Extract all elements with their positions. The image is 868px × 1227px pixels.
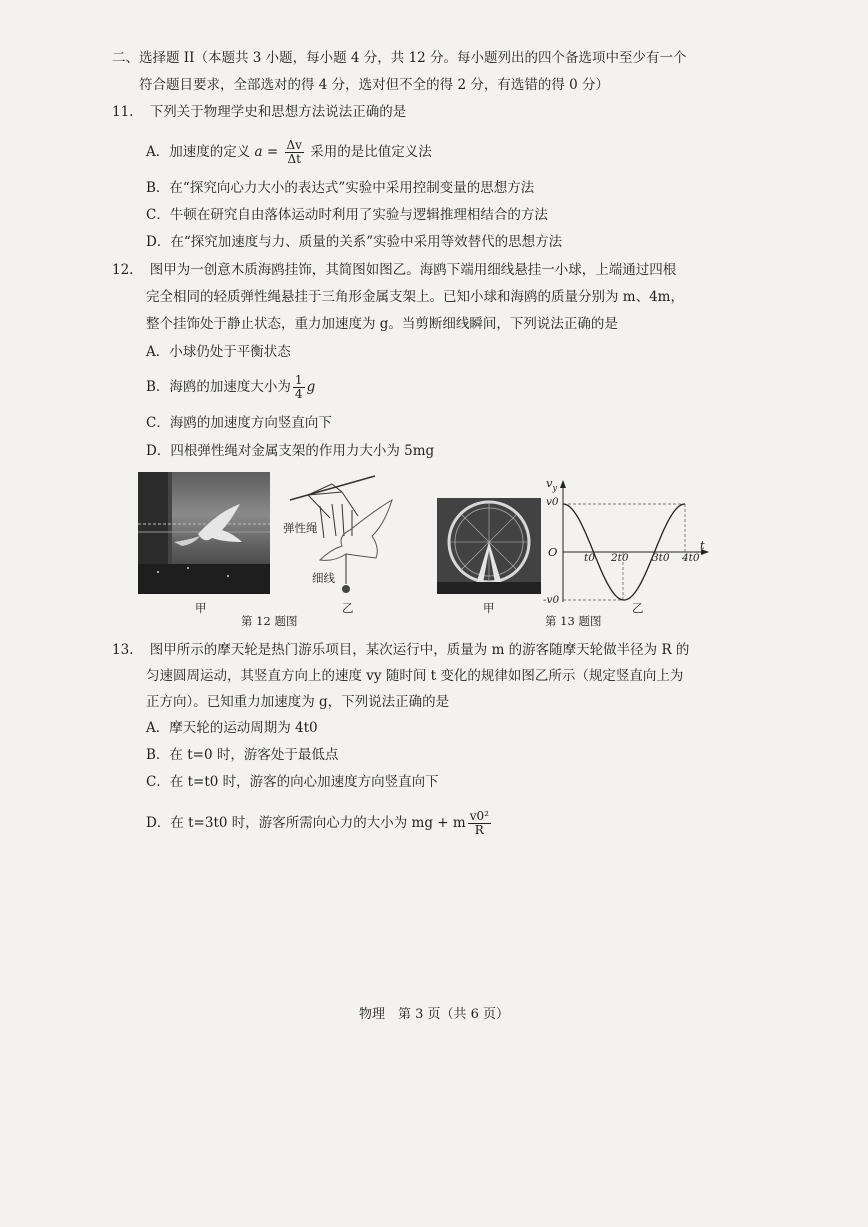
q11-option-a-fraction (285, 139, 304, 166)
q13-option-d-num: v0² (469, 809, 489, 823)
q12-number: 12. (112, 262, 134, 278)
q13-number: 13. (112, 642, 134, 658)
fig13-origin: O (548, 545, 558, 559)
fig12-label-jia: 甲 (195, 601, 207, 615)
q13-option-b: B．在 t=0 时，游客处于最低点 (146, 747, 339, 763)
q12-stem-line3: 整个挂饰处于静止状态，重力加速度为 g。当剪断细线瞬间，下列说法正确的是 (146, 316, 618, 332)
q11-stem-text: 下列关于物理学史和思想方法说法正确的是 (149, 104, 407, 120)
q13-option-a: A．摩天轮的运动周期为 4t0 (146, 720, 318, 736)
fig13-photo-art (437, 498, 541, 594)
q12-option-a: A．小球仍处于平衡状态 (146, 344, 291, 360)
q11-option-a-num: Δv (286, 138, 302, 152)
fig12-diagram-svg (280, 470, 400, 605)
q12-option-b (146, 372, 315, 402)
q13-stem-text1: 图甲所示的摩天轮是热门游乐项目，某次运行中，质量为 m 的游客随摩天轮做半径为 R 的 (149, 642, 690, 658)
q11-option-a-prefix: A．加速度的定义 (146, 144, 255, 160)
q12-option-b-prefix: B．海鸥的加速度大小为 (146, 379, 291, 395)
fig13-photo-ferris-wheel (437, 498, 541, 594)
q13-option-d (146, 806, 493, 840)
q12-option-d: D．四根弹性绳对金属支架的作用力大小为 5mg (146, 443, 435, 459)
fig13-y-arrow (560, 480, 566, 488)
q11-option-a-lhs: a (254, 144, 263, 160)
fig13-tick-2t0: 2t0 (611, 552, 629, 564)
fig13-axis-t-label: t (700, 538, 705, 552)
section-header-line1: 二、选择题 II（本题共 3 小题，每小题 4 分，共 12 分。每小题列出的四个备选项中至少有一个 (112, 50, 687, 66)
q12-option-b-fraction (293, 374, 305, 401)
fig13-axis-y-label (546, 476, 557, 492)
q13-option-d-den: R (474, 823, 484, 837)
fig13-label-jia: 甲 (483, 601, 495, 615)
q13-option-d-fraction (468, 810, 491, 837)
q13-stem-line2: 匀速圆周运动，其竖直方向上的速度 vy 随时间 t 变化的规律如图乙所示（规定竖直向上为 (146, 668, 684, 684)
fig13-label-neg-v0: -v0 (543, 594, 560, 606)
fig13-label-v0: v0 (546, 496, 559, 508)
section-header-line2: 符合题目要求，全部选对的得 4 分，选对但不全的得 2 分，有选错的得 0 分） (139, 77, 610, 93)
q13-stem-line3: 正方向）。已知重力加速度为 g，下列说法正确的是 (146, 694, 450, 710)
q12-option-b-den: 4 (294, 387, 303, 401)
q11-stem (112, 102, 406, 122)
fig12-label-rope: 弹性绳 (283, 521, 318, 535)
fig12-diagram (280, 470, 400, 605)
fig13-graph-svg (543, 478, 713, 610)
fig12-caption: 第 12 题图 (241, 614, 298, 628)
fig13-label-yi: 乙 (632, 601, 644, 615)
q13-stem-line1 (112, 640, 689, 660)
fig13-caption: 第 13 题图 (545, 614, 602, 628)
fig13-axis-y-sub: y (552, 483, 558, 493)
q12-stem-line2: 完全相同的轻质弹性绳悬挂于三角形金属支架上。已知小球和海鸥的质量分别为 m、4m， (146, 289, 684, 305)
fig12-label-yi: 乙 (342, 601, 354, 615)
fig13-graph (543, 478, 713, 610)
q12-stem-line1 (112, 260, 676, 280)
q11-option-c: C．牛顿在研究自由落体运动时利用了实验与逻辑推理相结合的方法 (146, 207, 548, 223)
q11-option-a-eq: = (262, 144, 283, 160)
q11-option-b: B．在“探究向心力大小的表达式”实验中采用控制变量的思想方法 (146, 180, 535, 196)
q11-option-a-den: Δt (287, 152, 301, 166)
fig13-tick-t0: t0 (584, 552, 595, 564)
q12-option-b-num: 1 (294, 373, 303, 387)
q12-stem-text1: 图甲为一创意木质海鸥挂饰，其简图如图乙。海鸥下端用细线悬挂一小球，上端通过四根 (149, 262, 677, 278)
fig12-label-thread: 细线 (312, 571, 335, 585)
q13-option-c: C．在 t=t0 时，游客的向心加速度方向竖直向下 (146, 774, 439, 790)
q12-option-b-suffix: g (306, 379, 316, 395)
fig13-tick-4t0: 4t0 (682, 552, 700, 564)
q11-number: 11. (112, 104, 134, 120)
page-footer: 物理 第 3 页（共 6 页） (358, 1007, 510, 1022)
fig13-tick-3t0: 3t0 (652, 552, 670, 564)
q11-option-a (146, 137, 432, 167)
q13-option-d-prefix: D．在 t=3t0 时，游客所需向心力的大小为 mg + m (146, 815, 466, 831)
fig12-photo-art (138, 472, 270, 594)
fig12-photo-seagull (138, 472, 270, 594)
q12-option-c: C．海鸥的加速度方向竖直向下 (146, 415, 332, 431)
q11-option-a-suffix: 采用的是比值定义法 (305, 144, 432, 160)
fig13-axis-y-text: v (546, 476, 553, 490)
q11-option-d: D．在“探究加速度与力、质量的关系”实验中采用等效替代的思想方法 (146, 234, 563, 250)
